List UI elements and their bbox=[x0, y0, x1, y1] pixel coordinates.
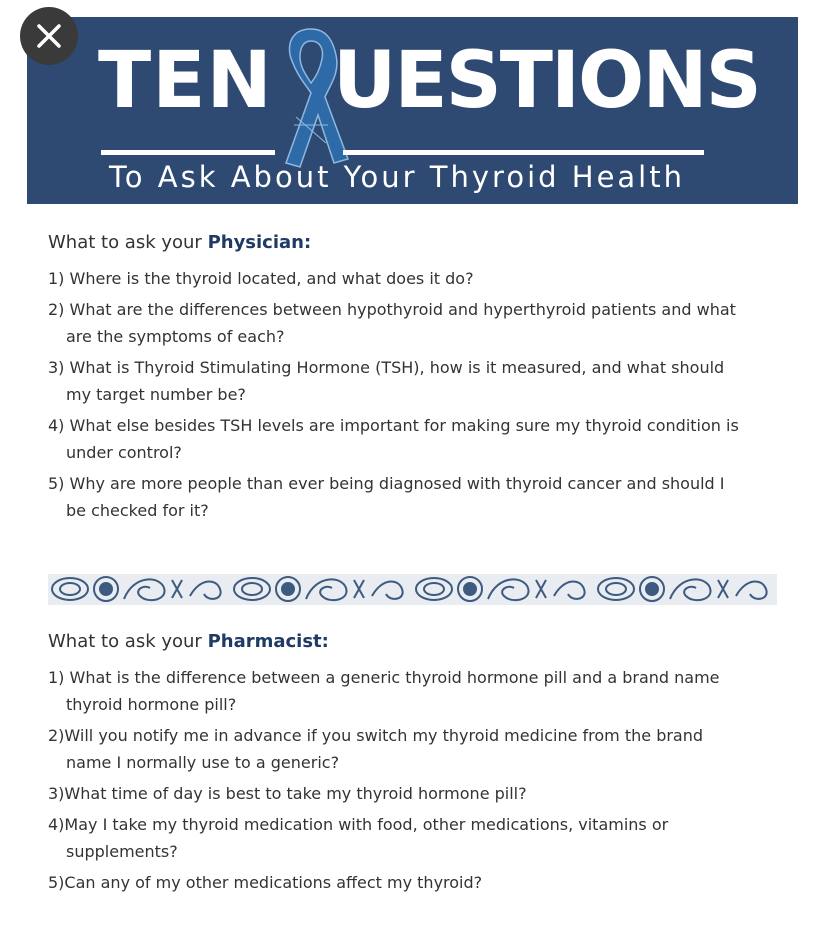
close-icon bbox=[36, 23, 62, 49]
close-button[interactable] bbox=[20, 7, 78, 65]
pharmacist-heading-bold: Pharmacist: bbox=[207, 631, 329, 652]
physician-question-5 bbox=[48, 470, 788, 524]
physician-heading bbox=[48, 232, 788, 253]
physician-question-3 bbox=[48, 354, 788, 408]
question-text-cont: under control? bbox=[66, 443, 182, 462]
title-ten: TEN bbox=[98, 36, 273, 126]
pharmacist-heading bbox=[48, 631, 788, 652]
question-text: 3) What is Thyroid Stimulating Hormone (TSH), how is it measured, and what should bbox=[48, 358, 725, 377]
question-text-cont: are the symptoms of each? bbox=[66, 327, 285, 346]
pharmacist-question-1 bbox=[48, 664, 788, 718]
question-text: 5) Why are more people than ever being diagnosed with thyroid cancer and should I bbox=[48, 474, 725, 493]
question-text-cont: supplements? bbox=[66, 842, 178, 861]
paisley-divider bbox=[48, 574, 777, 605]
physician-section bbox=[48, 232, 788, 528]
physician-question-1 bbox=[48, 265, 788, 292]
question-text: 2)Will you notify me in advance if you switch my thyroid medicine from the brand bbox=[48, 726, 704, 745]
question-text: 1) Where is the thyroid located, and what does it do? bbox=[48, 269, 474, 288]
question-text: 4) What else besides TSH levels are important for making sure my thyroid condition is bbox=[48, 416, 739, 435]
question-text: 5)Can any of my other medications affect my thyroid? bbox=[48, 873, 483, 892]
question-text: 2) What are the differences between hypothyroid and hyperthyroid patients and what bbox=[48, 300, 736, 319]
pharmacist-question-2 bbox=[48, 722, 788, 776]
title-rule-right bbox=[343, 150, 704, 155]
pharmacist-question-3 bbox=[48, 780, 788, 807]
question-text-cont: my target number be? bbox=[66, 385, 246, 404]
question-text-cont: be checked for it? bbox=[66, 501, 209, 520]
physician-heading-prefix: What to ask your bbox=[48, 232, 208, 253]
question-text-cont: thyroid hormone pill? bbox=[66, 695, 237, 714]
title-uestions: UESTIONS bbox=[333, 36, 760, 126]
pharmacist-question-4 bbox=[48, 811, 788, 865]
physician-question-4 bbox=[48, 412, 788, 466]
pharmacist-question-5 bbox=[48, 869, 788, 896]
question-text-cont: name I normally use to a generic? bbox=[66, 753, 340, 772]
question-text: 4)May I take my thyroid medication with food, other medications, vitamins or bbox=[48, 815, 669, 834]
physician-heading-bold: Physician: bbox=[207, 232, 312, 253]
subtitle: To Ask About Your Thyroid Health bbox=[109, 160, 685, 194]
question-text: 3)What time of day is best to take my thyroid hormone pill? bbox=[48, 784, 527, 803]
title-rule-left bbox=[101, 150, 275, 155]
physician-question-2 bbox=[48, 296, 788, 350]
pharmacist-heading-prefix: What to ask your bbox=[48, 631, 208, 652]
pharmacist-section bbox=[48, 631, 788, 900]
paisley-border-pattern bbox=[48, 574, 777, 605]
question-text: 1) What is the difference between a generic thyroid hormone pill and a brand name bbox=[48, 668, 720, 687]
